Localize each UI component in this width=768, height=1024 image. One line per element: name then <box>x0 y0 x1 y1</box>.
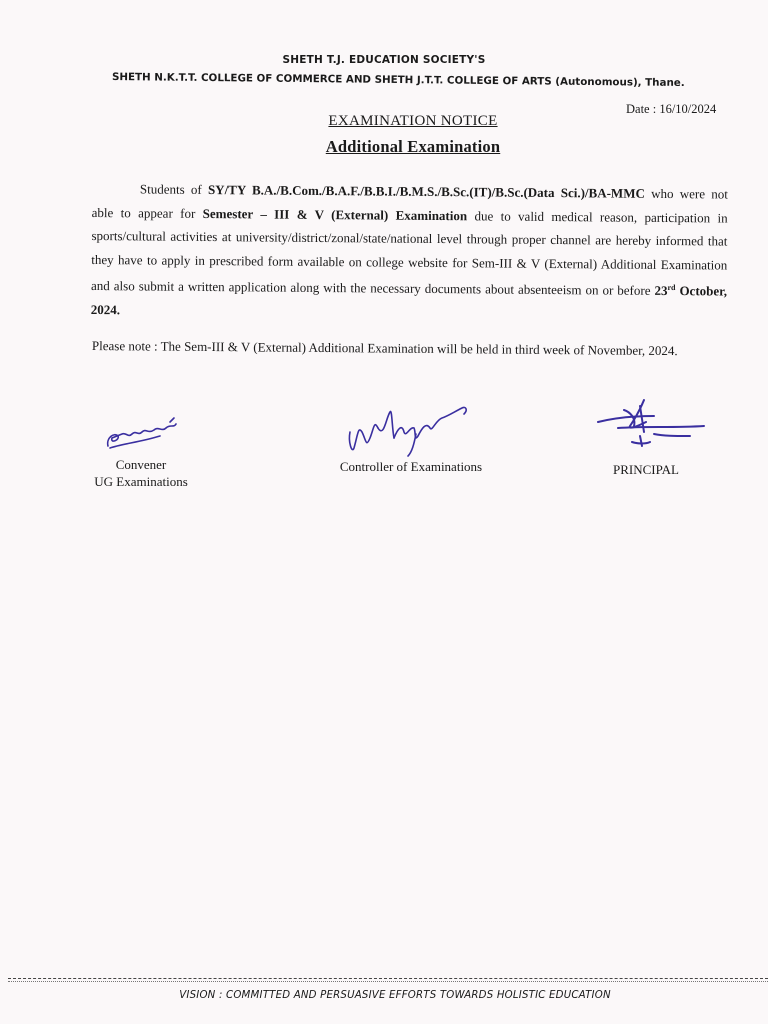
convener-signatory <box>78 456 204 490</box>
notice-paragraph-note: Please note : The Sem-III & V (External) Additional Examination will be held in third week of November, 2024. <box>91 338 678 359</box>
notice-title: EXAMINATION NOTICE <box>328 113 498 129</box>
vision-statement: VISION : COMMITTED AND PERSUASIVE EFFORTS TOWARDS HOLISTIC EDUCATION <box>179 990 611 1001</box>
convener-signature <box>100 414 190 454</box>
footer-divider <box>8 978 768 979</box>
para1-text-1: Students of <box>139 181 209 198</box>
deadline-day: 23 <box>654 282 668 299</box>
notice-date: Date : 16/10/2024 <box>626 102 717 116</box>
convener-department: UG Examinations <box>94 474 188 489</box>
convener-title: Convener <box>115 457 167 472</box>
college-name: SHETH N.K.T.T. COLLEGE OF COMMERCE AND SHETH J.T.T. COLLEGE OF ARTS (Autonomous), Thane. <box>111 71 685 89</box>
footer-divider-secondary <box>8 981 768 982</box>
deadline-month-year: October, 2024. <box>90 283 728 317</box>
para1-courses: SY/TY B.A./B.Com./B.A.F./B.B.I./B.M.S./B.Sc.(IT)/B.Sc.(Data Sci.)/BA-MMC <box>207 182 645 201</box>
society-name: SHETH T.J. EDUCATION SOCIETY'S <box>282 54 486 66</box>
notice-subtitle: Additional Examination <box>325 137 501 156</box>
para1-text-2: who were not able to appear for <box>91 185 728 221</box>
principal-signature <box>594 396 714 454</box>
principal-title: PRINCIPAL <box>613 462 679 477</box>
para1-semester: Semester – III & V (External) Examination <box>202 205 468 223</box>
controller-signature <box>344 398 474 458</box>
controller-of-examinations: Controller of Examinations <box>339 459 483 474</box>
deadline-day-suffix: rd <box>667 283 676 293</box>
notice-paragraph-main <box>91 177 728 327</box>
para1-text-3: due to valid medical reason, participation in sports/cultural activities at university/district/zonal/state/national level through proper channel are hereby informed that they have to apply in prescribed form available on college website for Sem-III & V (External) Additional Examination and also submit a written application along with the necessary documents about absenteeism on or before <box>90 207 728 298</box>
